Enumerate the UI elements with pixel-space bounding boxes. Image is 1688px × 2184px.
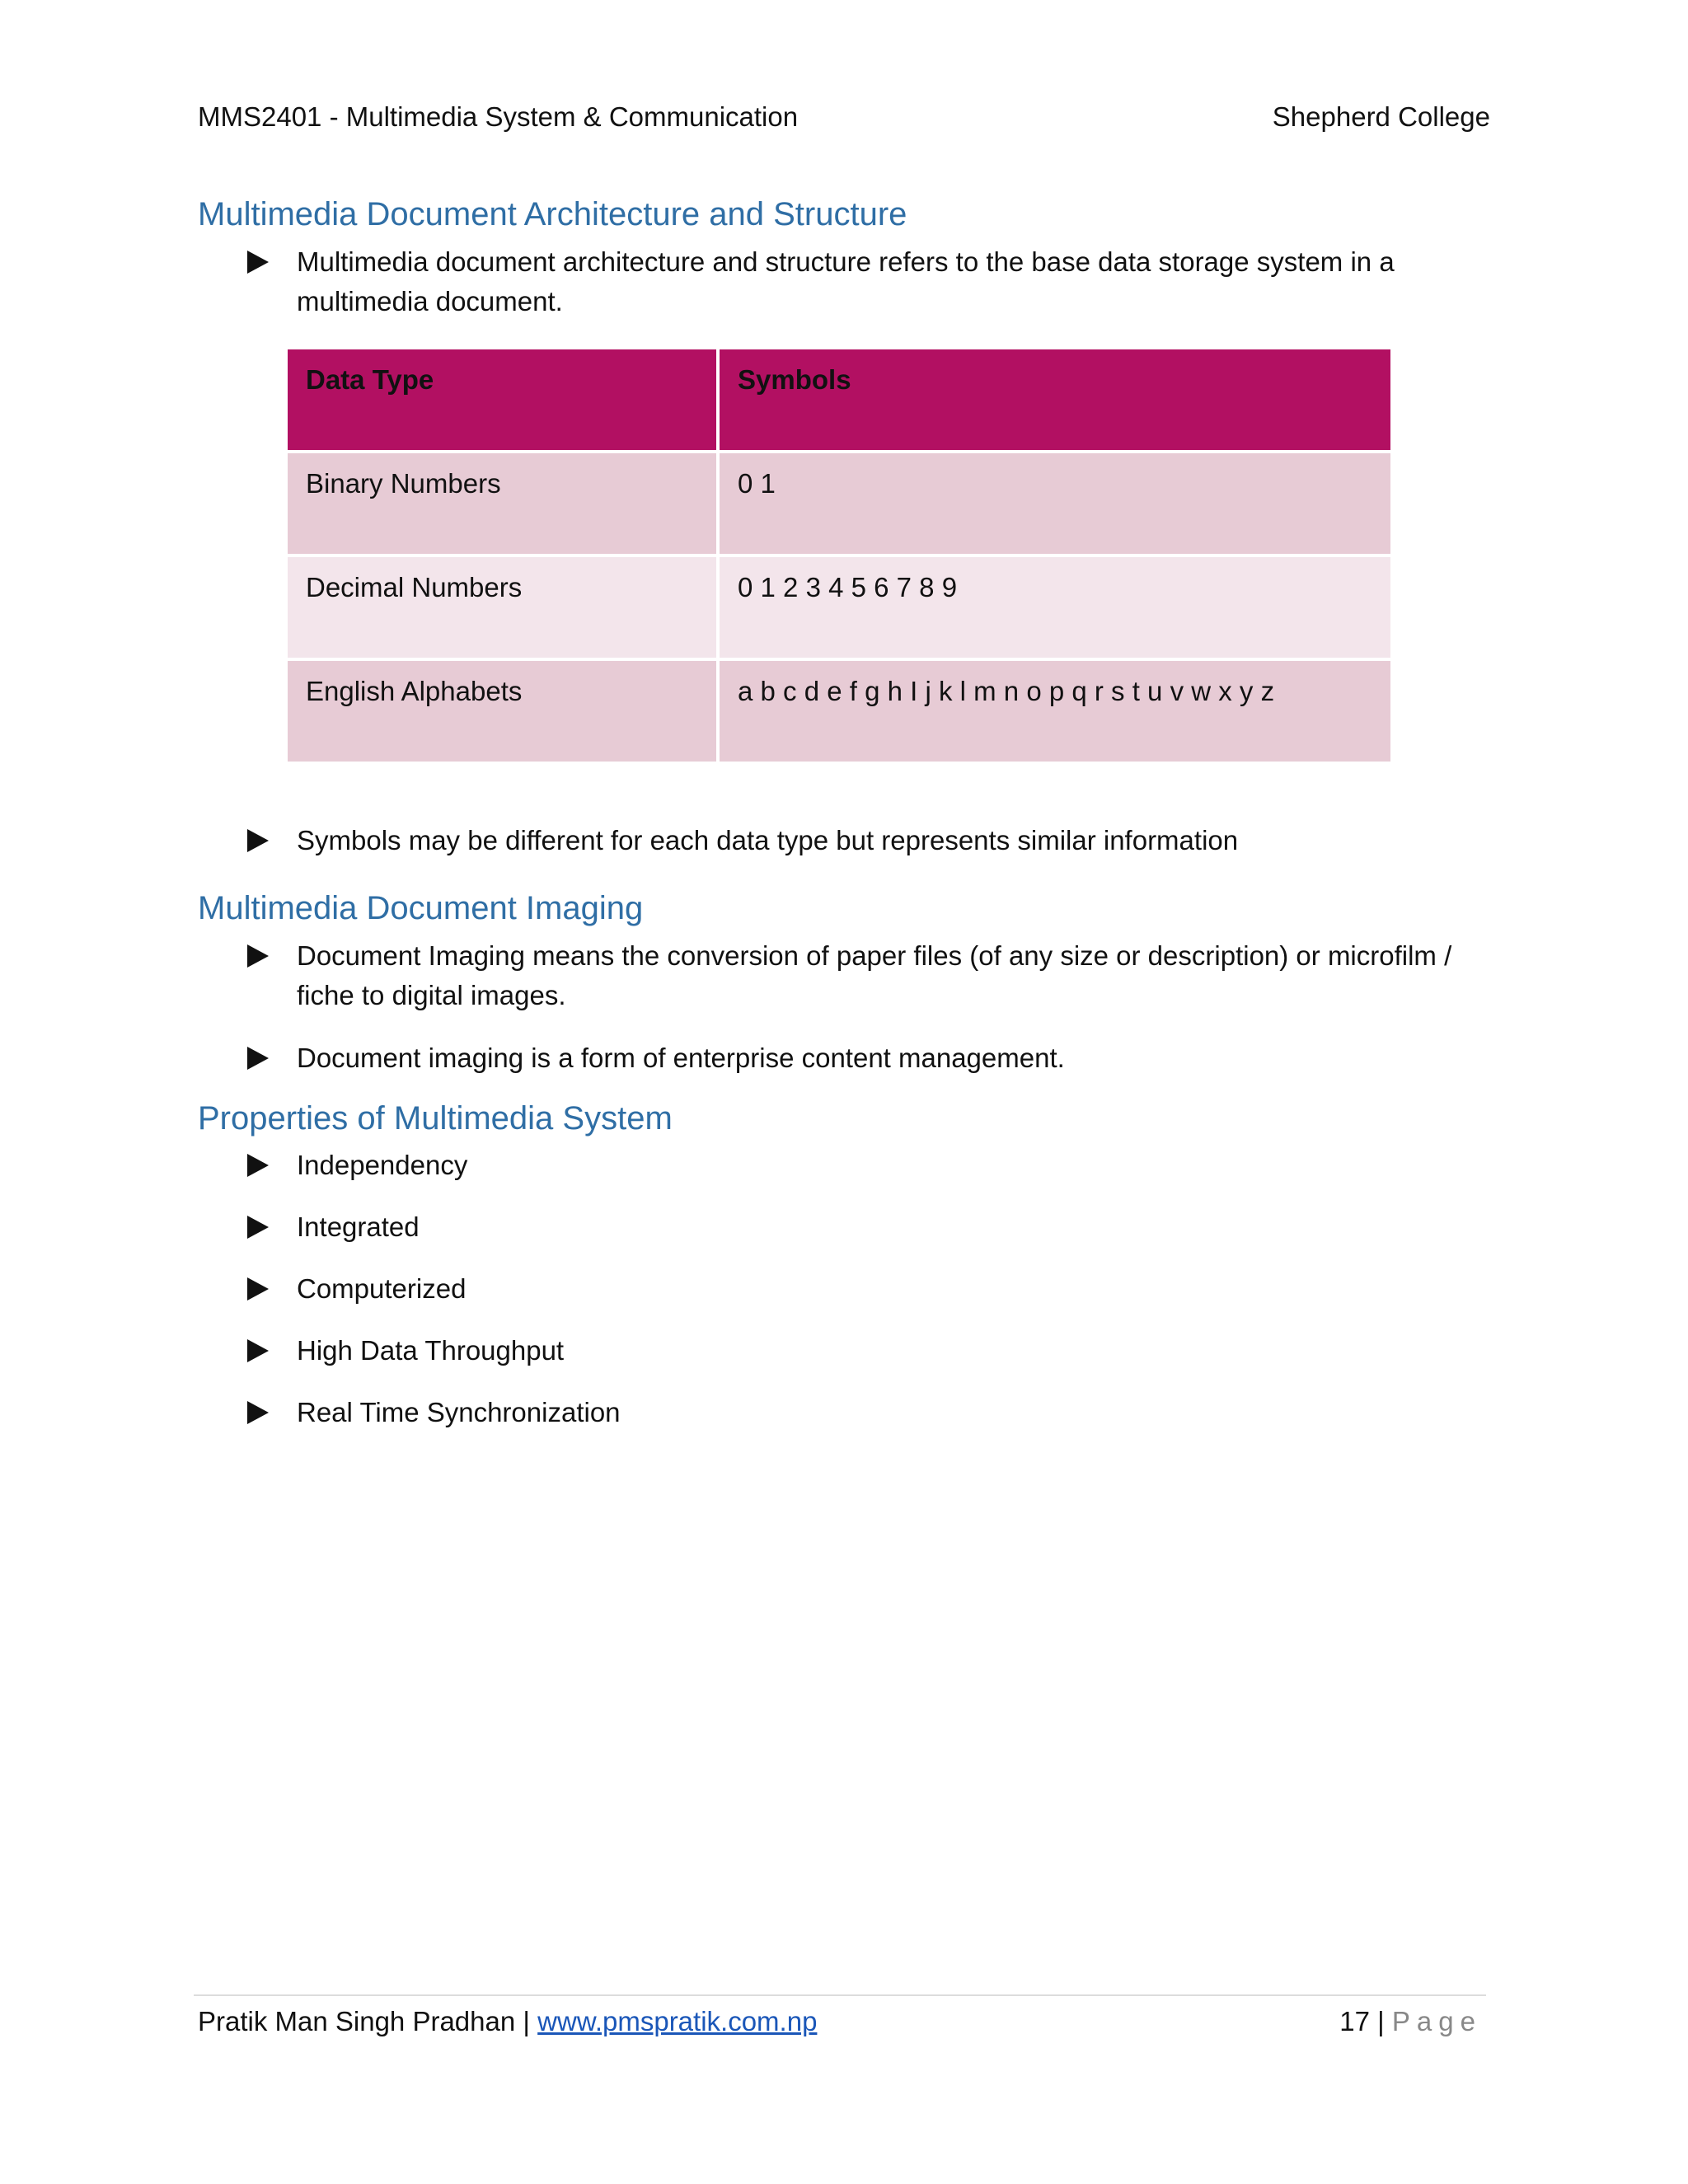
bullet-text: High Data Throughput (297, 1335, 565, 1366)
triangle-bullet-icon (247, 1277, 269, 1301)
course-title: MMS2401 - Multimedia System & Communication (198, 101, 799, 132)
section-title-architecture: Multimedia Document Architecture and Structure (198, 196, 907, 232)
table-header-cell: Data Type (288, 349, 716, 450)
table-header-cell: Symbols (720, 349, 1390, 450)
list-item (247, 1393, 1500, 1432)
bullet-text: Integrated (297, 1212, 420, 1242)
section-title-imaging: Multimedia Document Imaging (198, 890, 644, 926)
triangle-bullet-icon (247, 1339, 269, 1362)
bullet-text: Symbols may be different for each data type but represents similar information (297, 825, 1239, 855)
list-item (247, 1331, 1500, 1371)
page-number: 17 (1339, 2006, 1370, 2036)
list-item (247, 1146, 1500, 1185)
bullet-text: Document imaging is a form of enterprise content management. (297, 1043, 1065, 1073)
page-header (198, 97, 1490, 137)
triangle-bullet-icon (247, 1401, 269, 1424)
triangle-bullet-icon (247, 251, 269, 274)
table-cell: 0 1 2 3 4 5 6 7 8 9 (720, 557, 1390, 658)
data-type-table (284, 346, 1394, 765)
table-cell: 0 1 (720, 453, 1390, 554)
college-name: Shepherd College (1272, 101, 1490, 132)
table-cell: Decimal Numbers (288, 557, 716, 658)
footer-separator: | (523, 2006, 530, 2036)
table-cell: a b c d e f g h I j k l m n o p q r s t u v w x y z (720, 661, 1390, 762)
list-item (247, 936, 1500, 1015)
page-word: Page (1391, 2006, 1482, 2036)
bullet-text: Independency (297, 1150, 468, 1180)
footer-divider (194, 1994, 1486, 1996)
triangle-bullet-icon (247, 944, 269, 968)
page-separator: | (1377, 2006, 1385, 2036)
author-name: Pratik Man Singh Pradhan (198, 2006, 516, 2036)
footer-right (1339, 2006, 1482, 2037)
triangle-bullet-icon (247, 829, 269, 852)
bullet-text: Multimedia document architecture and structure refers to the base data storage system in a multimedia document. (297, 246, 1395, 316)
list-item (247, 1269, 1500, 1309)
list-item (247, 1207, 1500, 1247)
triangle-bullet-icon (247, 1047, 269, 1070)
list-item (247, 242, 1500, 321)
bullet-text: Document Imaging means the conversion of paper files (of any size or description) or microfilm / fiche to digital images. (297, 940, 1452, 1010)
list-item (247, 1038, 1500, 1078)
section-title-properties: Properties of Multimedia System (198, 1100, 673, 1137)
table-row (288, 453, 1390, 554)
table-header-row (288, 349, 1390, 450)
triangle-bullet-icon (247, 1154, 269, 1177)
triangle-bullet-icon (247, 1216, 269, 1239)
website-link[interactable]: www.pmspratik.com.np (537, 2006, 818, 2036)
table-row (288, 557, 1390, 658)
table-row (288, 661, 1390, 762)
footer-left (198, 2006, 817, 2037)
bullet-text: Computerized (297, 1273, 467, 1304)
bullet-text: Real Time Synchronization (297, 1397, 621, 1427)
table-cell: English Alphabets (288, 661, 716, 762)
page-footer (198, 2001, 1482, 2042)
table-cell: Binary Numbers (288, 453, 716, 554)
list-item (247, 821, 1500, 860)
